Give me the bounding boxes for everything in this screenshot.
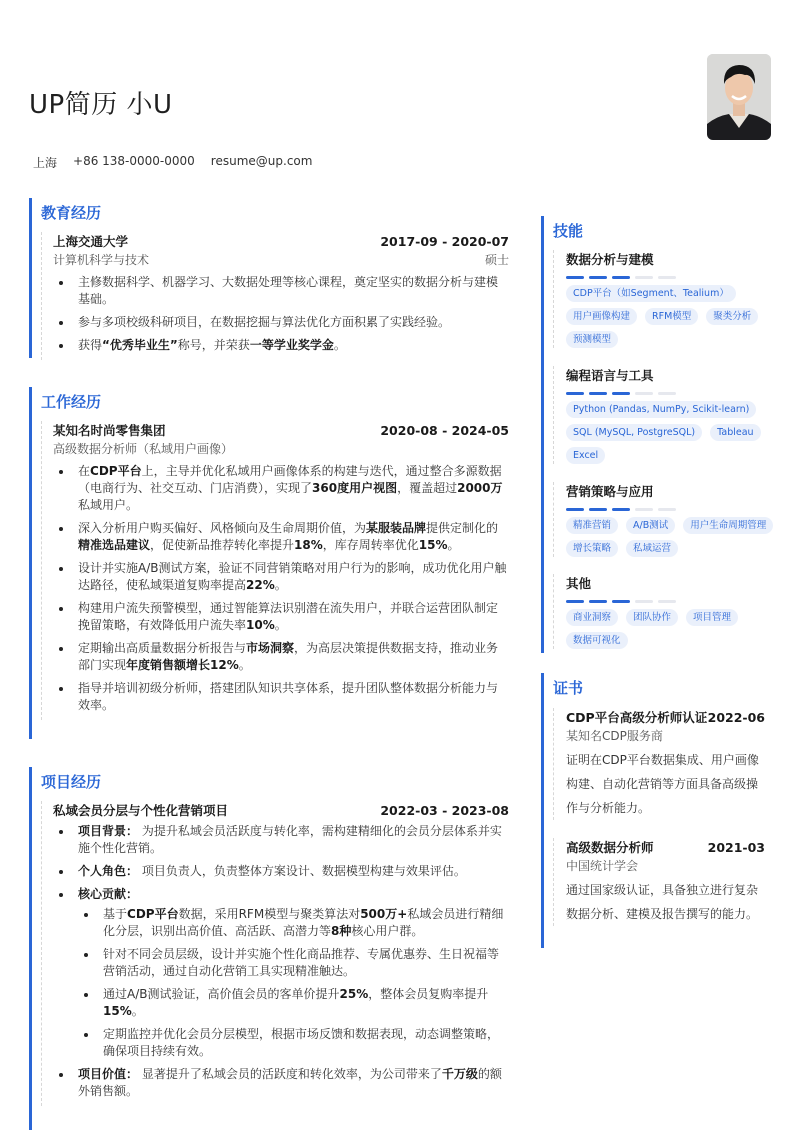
profile-photo [707,54,771,140]
skill-tag: 项目管理 [686,609,738,626]
contribution-item: 针对不同会员层级，设计并实施个性化商品推荐、专属优惠券、生日祝福等营销活动，通过自动化营销工具实现精准触达。 [78,946,509,980]
skill-tag: A/B测试 [626,517,675,534]
contribution-item: 定期监控并优化会员分层模型，根据市场反馈和数据表现，动态调整策略，确保项目持续有效。 [78,1026,509,1060]
bullet-item: 定期输出高质量数据分析报告与市场洞察，为高层决策提供数据支持，推动业务部门实现年度销售额增长12%。 [53,640,509,674]
section-title-work: 工作经历 [41,393,102,411]
skill-tag: Excel [566,447,605,464]
work-bullets [53,463,509,714]
project-entry [41,801,509,1106]
education-date: 2017-09 - 2020-07 [380,234,509,249]
certificate-date: 2021-03 [707,840,765,855]
location: 上海 [33,156,58,170]
section-title-education: 教育经历 [41,204,102,222]
bullet-item: 获得“优秀毕业生”称号，并荣获一等学业奖学金。 [53,337,509,354]
skill-tags [566,401,786,464]
certificate-name: CDP平台高级分析师认证 [566,710,708,725]
contribution-list [78,906,509,1060]
school-name: 上海交通大学 [53,234,129,249]
work-section [29,387,519,739]
certificate-name: 高级数据分析师 [566,840,654,855]
skill-tag: Python (Pandas, NumPy, Scikit-learn) [566,401,756,418]
certificates-section [541,673,781,948]
certificate-description: 证明在CDP平台数据集成、用户画像构建、自动化营销等方面具备高级操作与分析能力。 [566,753,759,815]
skill-tags [566,285,786,348]
education-bullets [53,274,509,354]
education-section [29,198,519,358]
skill-group-title: 编程语言与工具 [566,368,654,383]
skill-group-title: 营销策略与应用 [566,484,654,499]
skill-tag: CDP平台（如Segment、Tealium） [566,285,736,302]
skill-tag: SQL (MySQL, PostgreSQL) [566,424,702,441]
skill-tag: 精准营销 [566,517,618,534]
contribution-item: 通过A/B测试验证，高价值会员的客单价提升25%，整体会员复购率提升15%。 [78,986,509,1020]
section-accent-bar [29,198,32,358]
certificate-entry [553,838,765,926]
skill-tag: 预测模型 [566,331,618,348]
certificate-issuer: 中国统计学会 [566,859,639,873]
bullet-item: 构建用户流失预警模型，通过智能算法识别潜在流失用户，并联合运营团队制定挽留策略，有效降低用户流失率10%。 [53,600,509,634]
skill-tag: 私域运营 [626,540,678,557]
contribution-item: 基于CDP平台数据，采用RFM模型与聚类算法对500万+私域会员进行精细化分层，识别出高价值、高活跃、高潜力等8种核心用户群。 [78,906,509,940]
section-accent-bar [29,767,32,1130]
work-entry [41,421,509,720]
section-accent-bar [541,216,544,653]
skill-group [553,250,786,348]
skill-tag: 聚类分析 [706,308,758,325]
skill-group-title: 其他 [566,576,592,591]
skill-tag: RFM模型 [645,308,698,325]
phone: +86 138-0000-0000 [73,154,195,168]
work-date: 2020-08 - 2024-05 [380,423,509,438]
bullet-item: 设计并实施A/B测试方案，验证不同营销策略对用户行为的影响，成功优化用户触达路径，使私域渠道复购率提高22%。 [53,560,509,594]
section-accent-bar [29,387,32,739]
project-value: 项目价值： 显著提升了私域会员的活跃度和转化效率，为公司带来了千万级的额外销售额。 [53,1066,509,1100]
email: resume@up.com [210,154,313,168]
project-date: 2022-03 - 2023-08 [380,803,509,818]
certificate-issuer: 某知名CDP服务商 [566,729,663,743]
major: 计算机科学与技术 [53,253,150,267]
project-background: 项目背景： 为提升私域会员活跃度与转化率，需构建精细化的会员分层体系并实施个性化营销。 [53,823,509,857]
bullet-item: 深入分析用户购买偏好、风格倾向及生命周期价值，为某服装品牌提供定制化的精准选品建议，促使新品推荐转化率提升18%，库存周转率优化15%。 [53,520,509,554]
skill-tag: 商业洞察 [566,609,618,626]
skill-tags [566,517,786,557]
skill-tag: 数据可视化 [566,632,628,649]
contact-info [33,154,312,171]
bullet-item: 参与多项校级科研项目，在数据挖掘与算法优化方面积累了实践经验。 [53,314,509,331]
skill-group [553,574,786,649]
bullet-item: 指导并培训初级分析师，搭建团队知识共享体系，提升团队整体数据分析能力与效率。 [53,680,509,714]
bullet-item: 在CDP平台上，主导并优化私域用户画像体系的构建与迭代，通过整合多源数据（电商行为、社交互动、门店消费），实现了360度用户视图，覆盖超过2000万私域用户。 [53,463,509,514]
company-name: 某知名时尚零售集团 [53,423,166,438]
skills-section [541,216,781,653]
skill-tag: Tableau [710,424,760,441]
skill-tag: 团队协作 [626,609,678,626]
section-accent-bar [541,673,544,948]
skill-group [553,482,786,557]
project-role: 个人角色： 项目负责人，负责整体方案设计、数据模型构建与效果评估。 [53,863,509,880]
job-role: 高级数据分析师（私域用户画像） [53,442,234,456]
skill-level-bar [566,508,786,511]
degree: 硕士 [484,253,509,267]
bullet-item: 主修数据科学、机器学习、大数据处理等核心课程，奠定坚实的数据分析与建模基础。 [53,274,509,308]
skill-level-bar [566,276,786,279]
projects-section [29,767,519,1130]
skill-tag: 用户画像构建 [566,308,637,325]
project-name: 私域会员分层与个性化营销项目 [53,803,229,818]
candidate-name: UP简历 小U [29,90,173,120]
section-title-skills: 技能 [553,222,584,240]
skill-tags [566,609,786,649]
skill-level-bar [566,392,786,395]
section-title-projects: 项目经历 [41,773,102,791]
section-title-certificates: 证书 [553,679,584,697]
resume-header [0,0,800,190]
project-bullets [53,823,509,1100]
certificate-description: 通过国家级认证，具备独立进行复杂数据分析、建模及报告撰写的能力。 [566,883,759,921]
skill-group [553,366,786,464]
skill-tag: 用户生命周期管理 [683,517,773,534]
education-entry [41,232,509,360]
skill-tag: 增长策略 [566,540,618,557]
skill-group-title: 数据分析与建模 [566,252,654,267]
project-contributions: 核心贡献： 基于CDP平台数据，采用RFM模型与聚类算法对500万+私域会员进行精细化分层，识别出高价值、高活跃、高潜力等8种核心用户群。 针对不同会员层级，设计并实施个性化商品推荐、专属优惠券、生日祝福等营销活动，通过自动化营销工具实现精准触达。 通过A/B测试验证，高价值会员的客单价提升25%，整体会员复购率提升15%。 定期监控并优化会员分层模型，根据市场反馈和数据表现，动态调整策略，确保项目持续有效。 [53,886,509,1060]
skill-level-bar [566,600,786,603]
certificate-date: 2022-06 [707,710,765,725]
certificate-entry [553,708,765,820]
